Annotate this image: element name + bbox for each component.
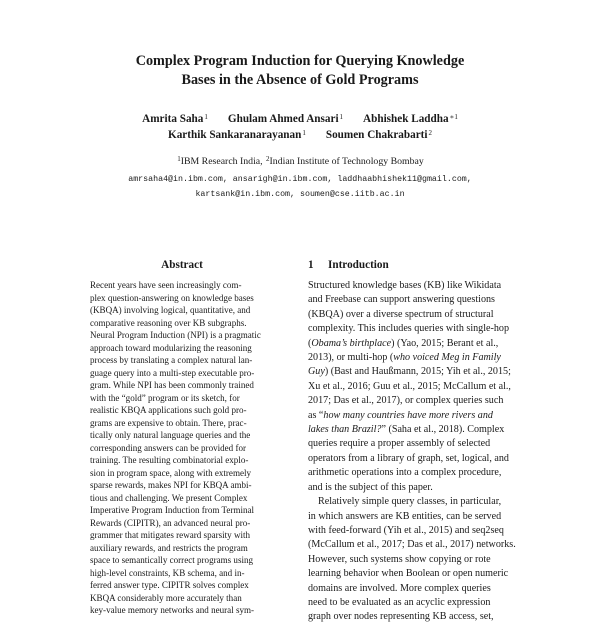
- author: Abhishek Laddha$^{∗1}$: [363, 113, 458, 125]
- introduction-line: Guy) (Bast and Haußmann, 2015; Yih et al., 2015;: [308, 366, 511, 378]
- introduction-body: [308, 279, 538, 625]
- introduction-line: complexity. This includes queries with single-hop: [308, 323, 510, 335]
- abstract-line: process by translating a complex natural lan-: [90, 355, 253, 365]
- abstract-body: [90, 279, 274, 617]
- abstract-line: gram. While NPI has been commonly trained: [90, 380, 254, 390]
- author-list: [0, 111, 600, 143]
- abstract-line: Recent years have seen increasingly com-: [90, 280, 242, 290]
- abstract-line: high-level constraints, KB schema, and in-: [90, 567, 245, 578]
- abstract-line: guage query into a multi-step executable pro-: [90, 367, 255, 378]
- introduction-line: domains are involved. More complex queries: [308, 582, 491, 594]
- abstract-line: (KBQA) involving logical, quantitative, and: [90, 305, 251, 315]
- abstract-line: key-value memory networks and neural sym-: [90, 605, 255, 615]
- abstract-line: approach toward modularizing the reasoning: [90, 342, 252, 353]
- affiliations: $^1$IBM Research India, $^2$Indian Institute of Technology Bombay: [177, 155, 424, 167]
- abstract-line: Imperative Program Induction from Terminal: [90, 505, 255, 515]
- abstract-line: auxiliary rewards, and restricts the program: [90, 542, 248, 553]
- introduction-line: (Obama’s birthplace) (Yao, 2015; Berant et al.,: [308, 337, 499, 349]
- abstract-line: grams are expensive to obtain. There, prac-: [90, 417, 247, 428]
- introduction-line: and is the subject of this paper.: [308, 481, 433, 493]
- email-line: kartsank@in.ibm.com, soumen@cse.iitb.ac.in: [195, 190, 405, 199]
- introduction-heading: 1 Introduction: [308, 259, 389, 271]
- abstract-line: space to semantically correct programs using: [90, 555, 254, 565]
- abstract-line: realistic KBQA applications such gold pro-: [90, 405, 247, 415]
- introduction-line: in which answers are KB entities, can be served: [308, 510, 502, 522]
- introduction-line: graph over nodes representing KB access, set,: [308, 611, 494, 623]
- abstract-line: KBQA considerably more accurately than: [90, 592, 242, 603]
- paper-title: [0, 52, 600, 90]
- introduction-line: operators from a library of graph, set, logical, and: [308, 452, 509, 464]
- introduction-line: and Freebase can support answering questions: [308, 294, 495, 306]
- author: Amrita Saha$^1$: [142, 113, 208, 125]
- introduction-line: Structured knowledge bases (KB) like Wikidata: [308, 280, 502, 291]
- abstract-line: Neural Program Induction (NPI) is a pragmatic: [90, 330, 261, 340]
- abstract-line: tious and challenging. We present Complex: [90, 492, 248, 503]
- introduction-line: arithmetic operations into a complex procedure,: [308, 467, 502, 479]
- abstract-line: training. The resulting combinatorial explo-: [90, 455, 249, 465]
- abstract-line: sion in program space, along with extremely: [90, 467, 252, 478]
- abstract-line: with the “gold” program or its sketch, for: [90, 392, 240, 403]
- introduction-line: need to be evaluated as an acyclic expression: [308, 596, 491, 608]
- email-line: amrsaha4@in.ibm.com, ansarigh@in.ibm.com, laddhaabhishek11@gmail.com,: [128, 175, 472, 184]
- author: Karthik Sankaranarayanan$^1$: [168, 129, 306, 141]
- title-line-1: Complex Program Induction for Querying Knowledge: [135, 53, 465, 69]
- abstract-line: Rewards (CIPITR), an advanced neural pro-: [90, 517, 251, 528]
- abstract-line: sparse rewards, makes NPI for KBQA ambi-: [90, 480, 252, 490]
- introduction-line: Xu et al., 2016; Guu et al., 2015; McCallum et al.,: [308, 380, 511, 392]
- introduction-line: Relatively simple query classes, in particular,: [318, 496, 502, 508]
- abstract-line: comparative reasoning over KB subgraphs.: [90, 317, 247, 328]
- abstract-line: corresponding answers can be provided for: [90, 442, 247, 453]
- abstract-line: grammer that mitigates reward sparsity with: [90, 530, 251, 540]
- title-line-2: Bases in the Absence of Gold Programs: [181, 72, 419, 88]
- author: Soumen Chakrabarti$^2$: [325, 129, 432, 141]
- introduction-line: as “how many countries have more rivers and: [308, 409, 493, 421]
- introduction-line: (KBQA) over a diverse spectrum of structural: [308, 308, 494, 320]
- abstract-line: ferred answer type. CIPITR solves complex: [90, 580, 249, 590]
- introduction-line: learning behavior when Boolean or open numeric: [308, 568, 509, 580]
- introduction-line: However, such systems show copying or rote: [308, 553, 491, 565]
- introduction-line: 2013), or multi-hop (who voiced Meg in Family: [308, 352, 501, 364]
- introduction-line: (McCallum et al., 2017; Das et al., 2017) networks.: [308, 539, 516, 551]
- introduction-line: queries require a proper assembly of selected: [308, 438, 491, 450]
- abstract-heading: Abstract: [161, 259, 203, 271]
- introduction-line: 2017; Das et al., 2017), or complex queries such: [308, 395, 504, 407]
- introduction-line: with feed-forward (Yih et al., 2015) and seq2seq: [308, 524, 504, 536]
- introduction-line: lakes than Brazil?” (Saha et al., 2018). Complex: [308, 424, 505, 436]
- abstract-line: tically only natural language queries and the: [90, 430, 251, 440]
- author: Ghulam Ahmed Ansari$^1$: [227, 113, 344, 125]
- abstract-line: plex question-answering on knowledge bases: [90, 292, 254, 303]
- author-emails: [0, 172, 600, 202]
